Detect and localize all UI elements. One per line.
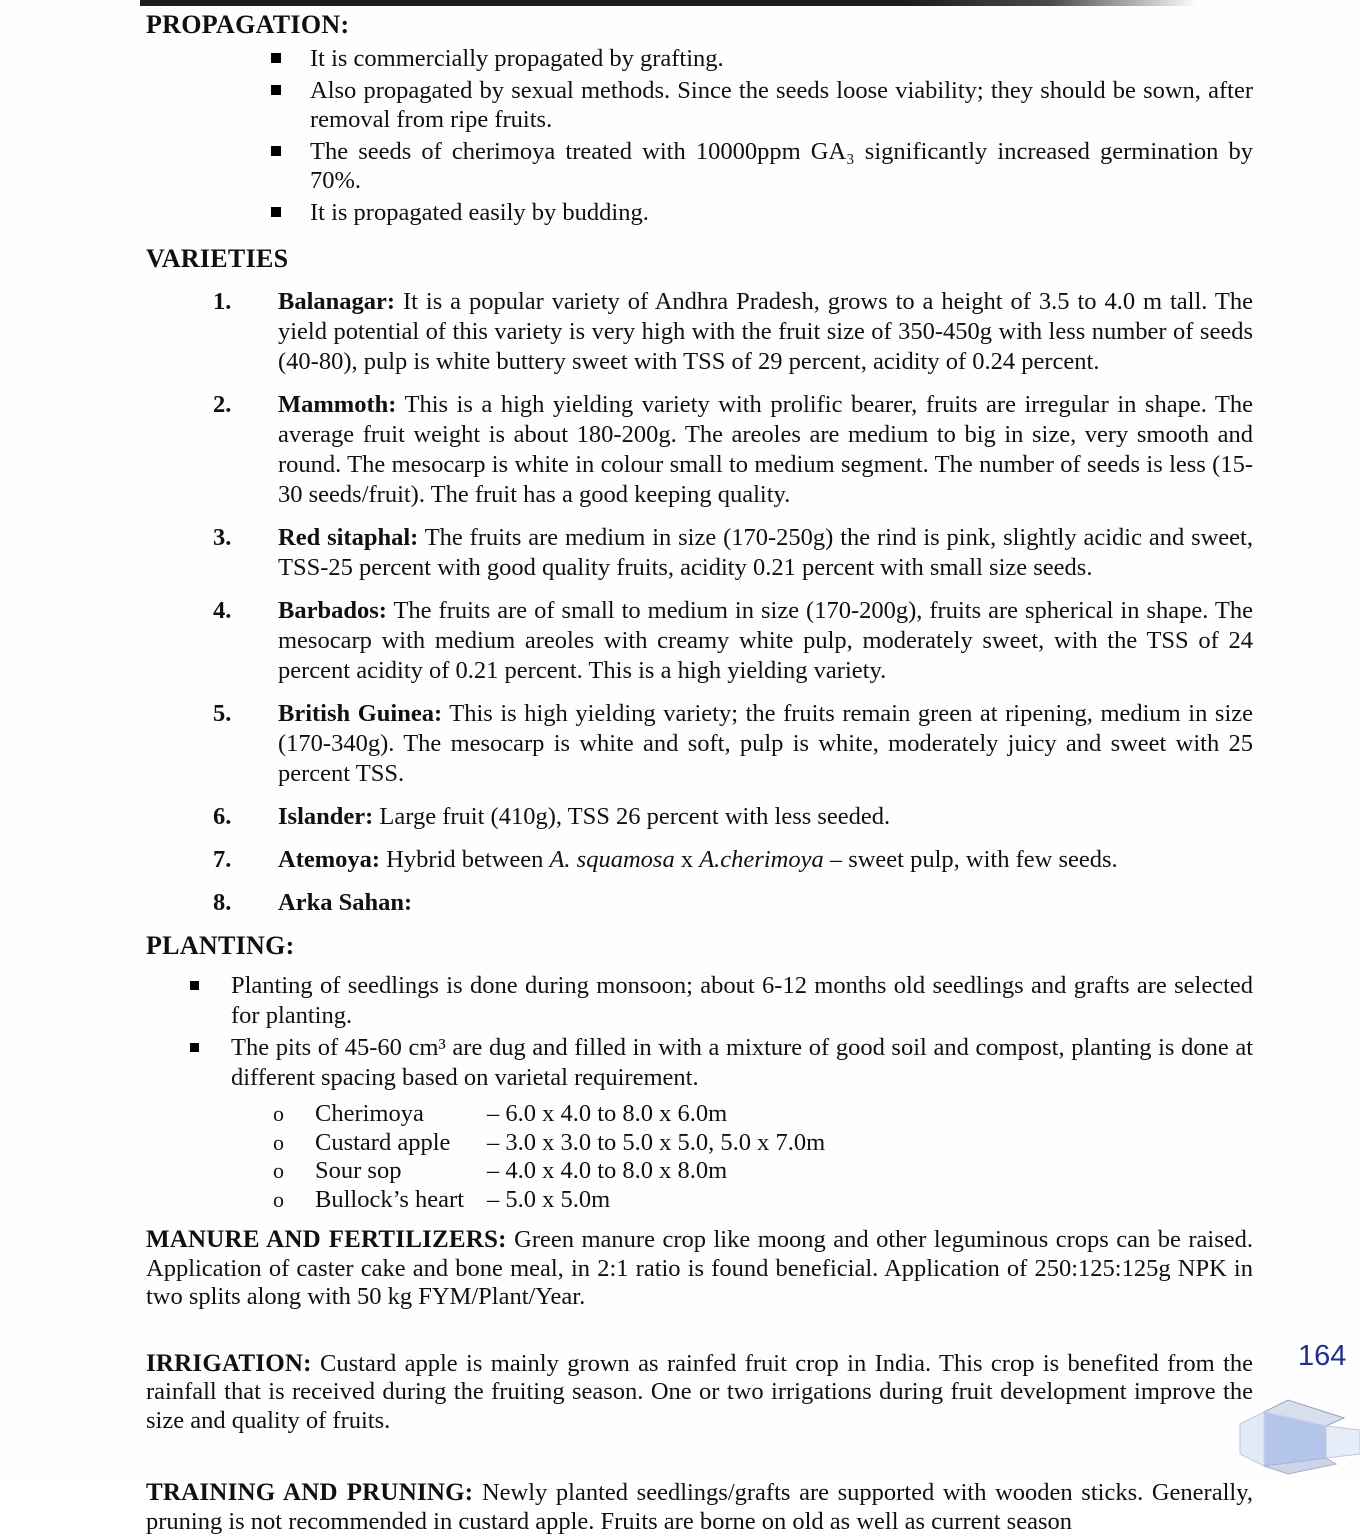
page-number: 164: [1298, 1340, 1347, 1372]
variety-description-part: – sweet pulp, with few seeds.: [823, 846, 1118, 873]
variety-description: This is a high yielding variety with prolific bearer, fruits are irregular in shape. The average fruit weight is about 180-200g. The areoles are medium to big in size, very smooth and round. The mesocarp is white in colour small to medium segment. The number of seeds is less (15-30 seeds/fruit). The fruit has a good keeping quality.: [278, 391, 1253, 508]
spacing-value: – 4.0 x 4.0 to 8.0 x 8.0m: [487, 1157, 728, 1184]
variety-number: 6.: [213, 803, 232, 830]
variety-number: 4.: [213, 597, 232, 624]
variety-description: The fruits are of small to medium in size (170-200g), fruits are spherical in shape. The mesocarp with medium areoles with creamy white pulp, moderately sweet, with the TSS of 24 percent acidity of 0.21 percent. This is a high yielding variety.: [278, 597, 1253, 684]
variety-text: [278, 287, 1253, 377]
arrow-3d-icon: [1236, 1394, 1360, 1480]
manure-paragraph: [146, 1226, 1253, 1312]
variety-number: 3.: [213, 524, 232, 551]
variety-name: Barbados:: [278, 597, 387, 624]
bullet-item: [146, 971, 1253, 1030]
bullet-item: [146, 137, 1253, 196]
variety-text: [278, 845, 1253, 875]
bullet-text: Also propagated by sexual methods. Since the seeds loose viability; they should be sown, after removal from ripe fruits.: [310, 76, 1253, 133]
variety-description: Large fruit (410g), TSS 26 percent with less seeded.: [379, 803, 891, 830]
spacing-value: – 3.0 x 3.0 to 5.0 x 5.0, 5.0 x 7.0m: [487, 1128, 826, 1156]
crop-name: Sour sop: [315, 1157, 402, 1184]
variety-description-part: Hybrid between: [386, 846, 550, 873]
manure-heading: MANURE AND FERTILIZERS:: [146, 1226, 507, 1253]
variety-item: [146, 390, 1253, 510]
propagation-heading: PROPAGATION:: [146, 10, 350, 39]
variety-name: Balanagar:: [278, 288, 396, 315]
variety-number: 7.: [213, 846, 232, 873]
variety-text: [278, 888, 1253, 918]
propagation-bullet-list: [146, 44, 1253, 227]
circle-bullet-icon: o: [273, 1101, 284, 1126]
variety-number: 8.: [213, 889, 232, 916]
square-bullet-icon: [146, 971, 231, 1030]
manure-text: Green manure crop like moong and other leguminous crops can be raised. Application of caster cake and bone meal, in 2:1 ratio is found beneficial. Application of 250:125:125g NPK in two splits along with 50 kg FYM/Plant/Year.: [146, 1226, 1254, 1310]
page-content: [146, 6, 1253, 1536]
variety-item: [146, 596, 1253, 686]
spacing-row: [146, 1100, 1253, 1129]
bullet-text: The pits of 45-60 cm³ are dug and filled in with a mixture of good soil and compost, planting is done at different spacing based on varietal requirement.: [231, 1034, 1253, 1091]
bullet-text: It is propagated easily by budding.: [310, 198, 649, 226]
training-text: Newly planted seedlings/grafts are supported with wooden sticks. Generally, pruning is not recommended in custard apple. Fruits are borne on old as well as current season: [146, 1479, 1253, 1535]
spacing-row: [146, 1157, 1253, 1186]
variety-description: This is high yielding variety; the fruits remain green at ripening, medium in size (170-340g). The mesocarp is white and soft, pulp is white, moderately juicy and sweet with 25 percent TSS.: [278, 700, 1253, 787]
square-bullet-icon: [271, 76, 310, 135]
spacing-value: – 6.0 x 4.0 to 8.0 x 6.0m: [487, 1100, 728, 1127]
crop-name: Bullock’s heart: [315, 1185, 465, 1213]
variety-text: [278, 523, 1253, 583]
variety-description: It is a popular variety of Andhra Pradesh, grows to a height of 3.5 to 4.0 m tall. The yield potential of this variety is very high with the fruit size of 350-450g with less number of seeds (40-80), pulp is white buttery sweet with TSS of 29 percent, acidity of 0.24 percent.: [278, 288, 1253, 375]
square-bullet-icon: [271, 44, 310, 74]
species-name-italic: A. squamosa: [549, 846, 675, 873]
spacing-row: [146, 1129, 1253, 1158]
varieties-heading: VARIETIES: [146, 244, 289, 273]
irrigation-heading: IRRIGATION:: [146, 1349, 312, 1377]
variety-name: Islander:: [278, 803, 374, 830]
training-heading: TRAINING AND PRUNING:: [146, 1479, 474, 1506]
square-bullet-icon: [271, 198, 310, 228]
variety-text: [278, 596, 1253, 686]
circle-bullet-icon: o: [273, 1129, 284, 1155]
bullet-text: It is commercially propagated by grafting.: [310, 45, 724, 72]
variety-name: Arka Sahan:: [278, 889, 413, 916]
spacing-list: [146, 1100, 1253, 1214]
variety-description-part: x: [674, 846, 700, 873]
variety-item: [146, 523, 1253, 583]
variety-text: [278, 802, 1253, 832]
planting-bullet-list: [146, 971, 1253, 1092]
bullet-item: [146, 198, 1253, 228]
irrigation-paragraph: [146, 1350, 1253, 1436]
bullet-item: [146, 76, 1253, 135]
variety-name: Mammoth:: [278, 391, 397, 418]
variety-item: [146, 888, 1253, 918]
variety-number: 1.: [213, 288, 232, 315]
training-paragraph: [146, 1479, 1253, 1536]
planting-heading: PLANTING:: [146, 931, 295, 960]
variety-description: The fruits are medium in size (170-250g) the rind is pink, slightly acidic and sweet, TSS-25 percent with good quality fruits, acidity 0.21 percent with small size seeds.: [278, 524, 1253, 581]
irrigation-text: Custard apple is mainly grown as rainfed fruit crop in India. This crop is benefited from the rainfall that is received during the fruiting season. One or two irrigations during fruit development improve the size and quality of fruits.: [146, 1349, 1254, 1434]
bullet-item: [146, 1033, 1253, 1092]
variety-item: [146, 845, 1253, 875]
circle-bullet-icon: o: [273, 1186, 284, 1212]
square-bullet-icon: [146, 1033, 231, 1092]
variety-name: Atemoya:: [278, 846, 381, 873]
bullet-text: The seeds of cherimoya treated with 10000ppm GA₃ significantly increased germination by 70%.: [310, 137, 1253, 194]
spacing-row: [146, 1186, 1253, 1215]
bullet-text: Planting of seedlings is done during monsoon; about 6-12 months old seedlings and grafts are selected for planting.: [231, 972, 1253, 1029]
variety-number: 5.: [213, 700, 232, 727]
variety-item: [146, 287, 1253, 377]
variety-item: [146, 699, 1253, 789]
bullet-item: [146, 44, 1253, 74]
crop-name: Custard apple: [315, 1128, 451, 1156]
variety-text: [278, 699, 1253, 789]
variety-item: [146, 802, 1253, 832]
spacing-value: – 5.0 x 5.0m: [487, 1185, 611, 1213]
species-name-italic: A.cherimoya: [699, 846, 824, 873]
variety-text: [278, 390, 1253, 510]
variety-name: British Guinea:: [278, 700, 443, 727]
crop-name: Cherimoya: [315, 1100, 424, 1127]
circle-bullet-icon: o: [273, 1158, 284, 1183]
variety-name: Red sitaphal:: [278, 524, 419, 551]
square-bullet-icon: [271, 137, 310, 196]
variety-number: 2.: [213, 391, 232, 418]
